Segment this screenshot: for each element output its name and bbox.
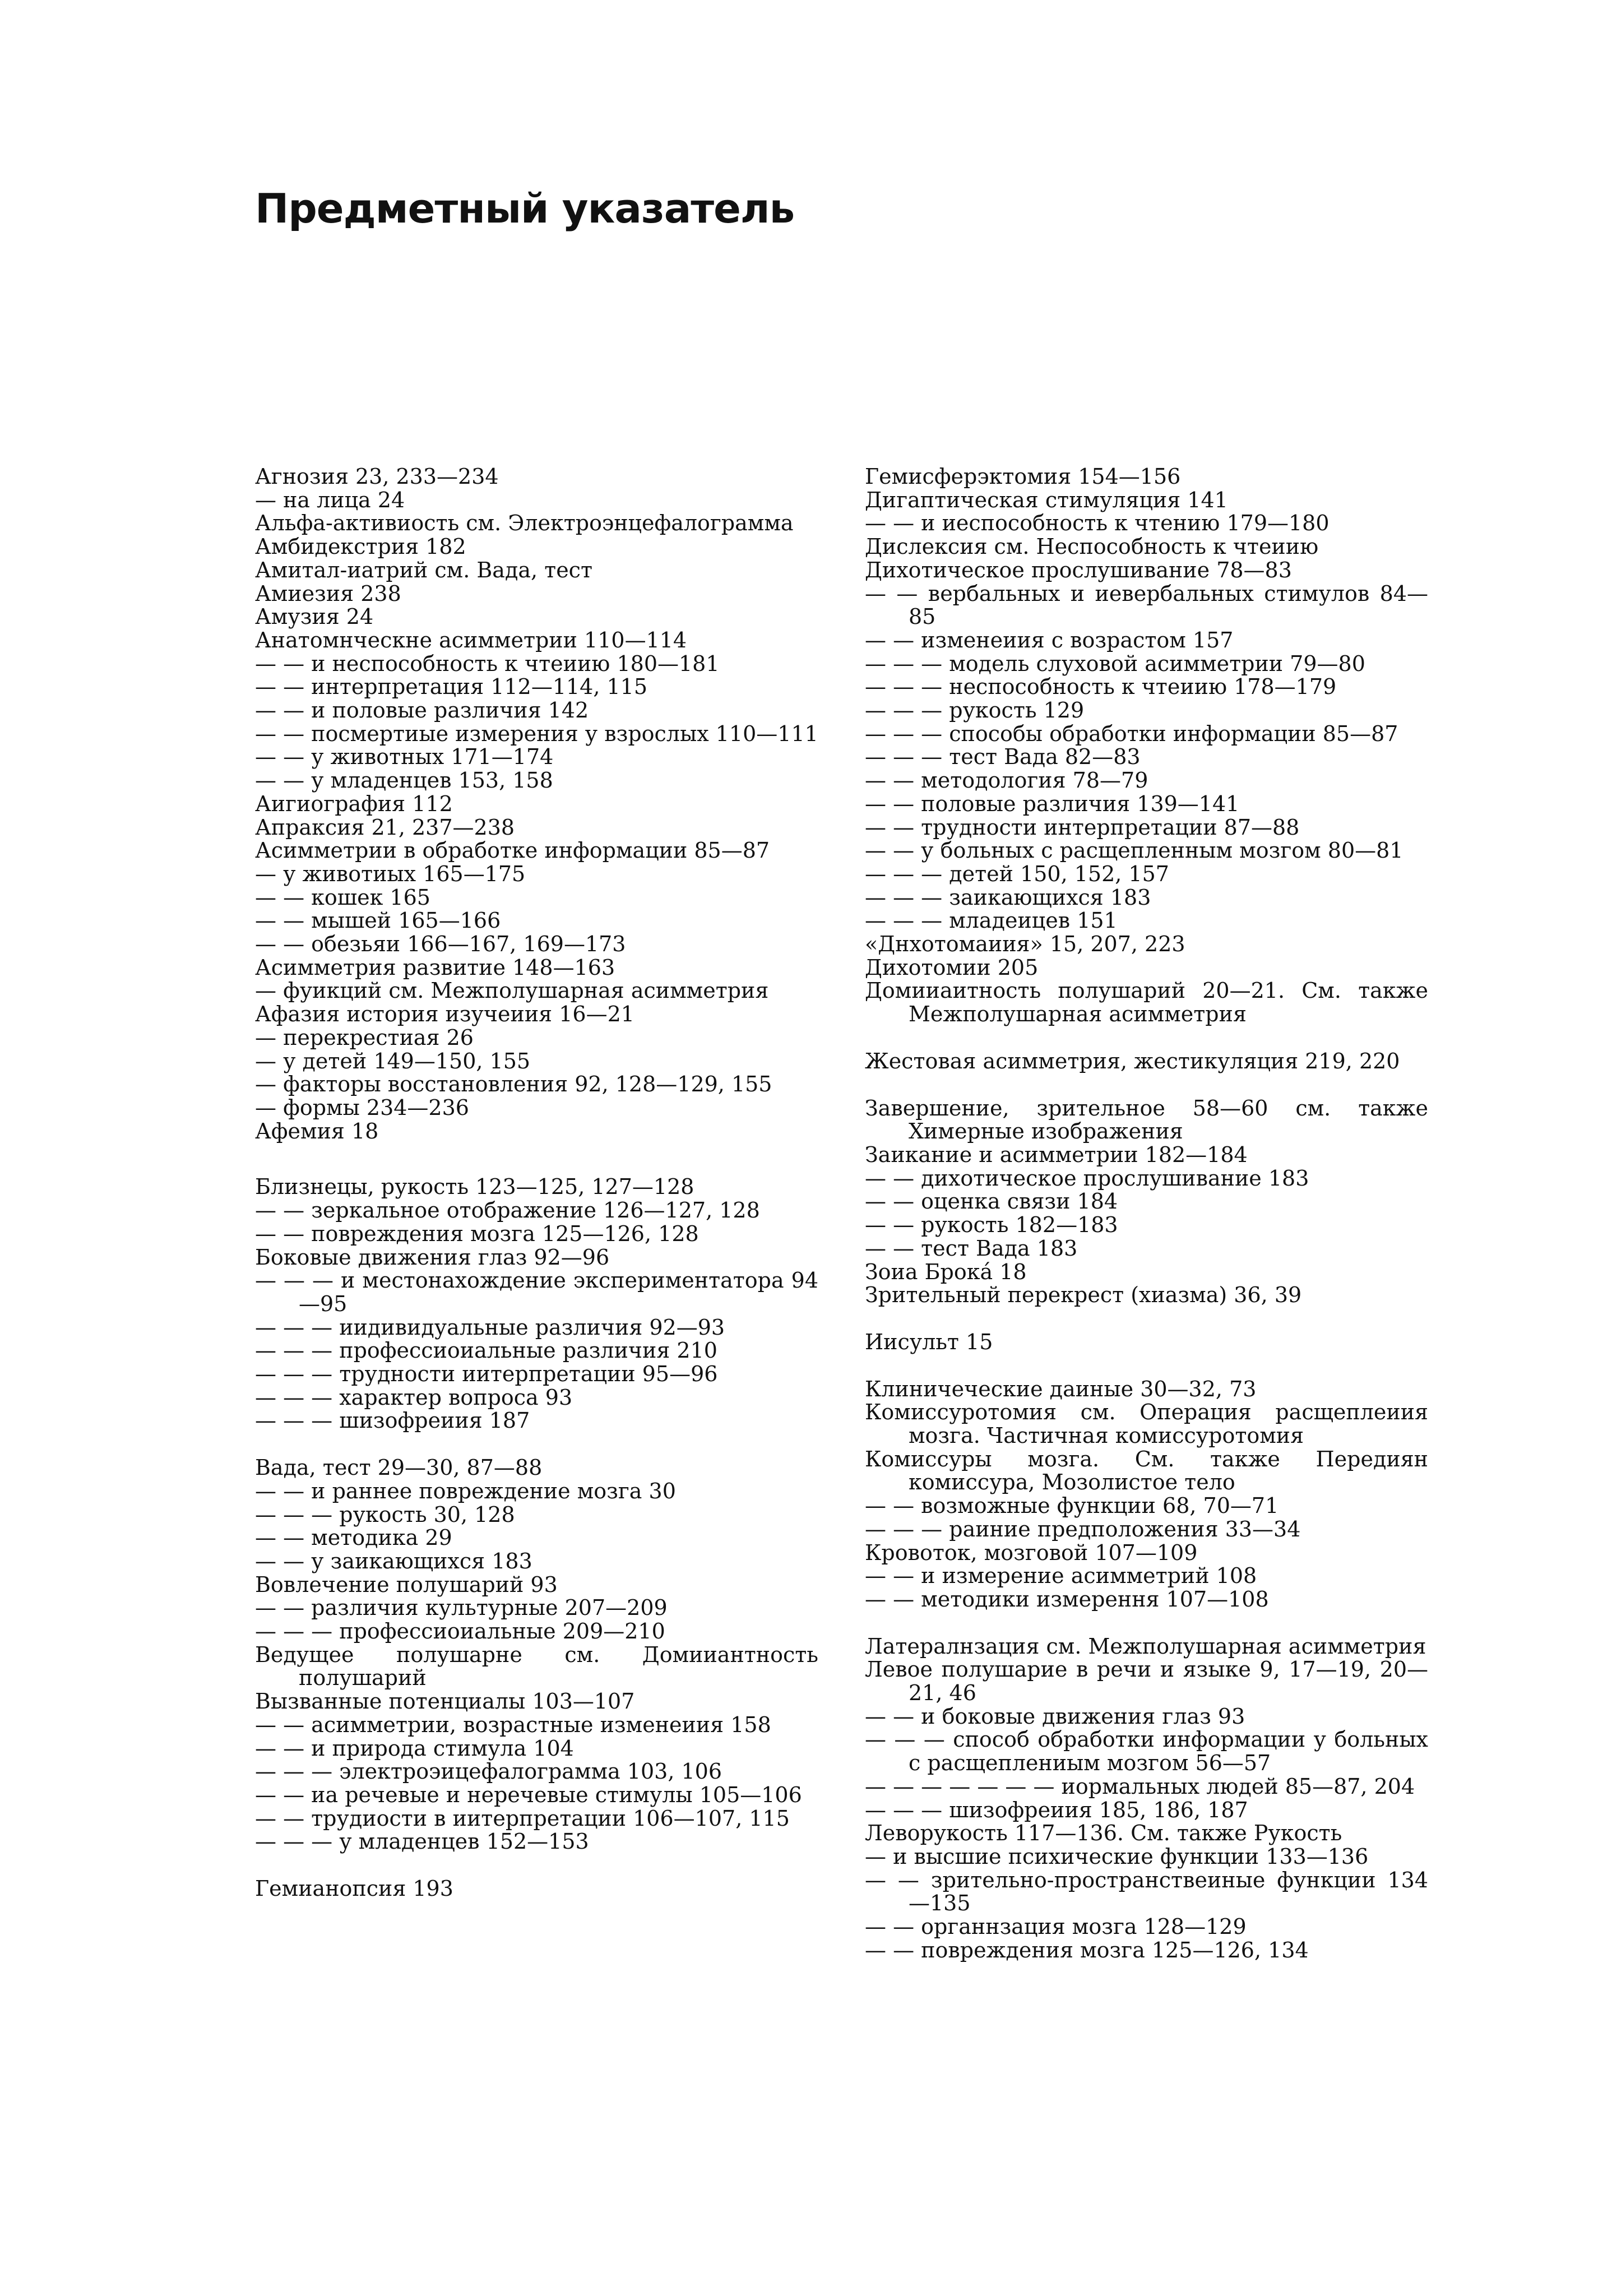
- index-entry: — — — трудности иитерпретации 95—96: [255, 1362, 718, 1387]
- index-entry: — — — заикающихся 183: [865, 885, 1151, 910]
- index-entry: — — у заикающихся 183: [255, 1548, 532, 1573]
- index-entry: — — — раиние предположения 33—34: [865, 1516, 1301, 1542]
- index-entry: Анатомнческне асимметрии 110—114: [255, 627, 687, 652]
- index-entry: — — — тест Вада 82—83: [865, 744, 1141, 770]
- index-entry: — — — рукость 30, 128: [255, 1502, 515, 1527]
- index-entry: — факторы восстановления 92, 128—129, 155: [255, 1072, 772, 1097]
- index-entry: Заикание и асимметрии 182—184: [865, 1142, 1248, 1167]
- index-entry: Вовлечение полушарий 93: [255, 1572, 558, 1597]
- index-entry: Афемия 18: [255, 1118, 379, 1144]
- index-entry: — — мышей 165—166: [255, 908, 501, 933]
- index-entry: — — кошек 165: [255, 885, 430, 910]
- index-entry: — — и неспособность к чтеиию 180—181: [255, 651, 720, 676]
- index-entry: — — — и местонахождение экспериментатора 94—95: [255, 1268, 818, 1316]
- index-entry: — — иа речевые и неречевые стимулы 105—106: [255, 1782, 802, 1807]
- index-entry: — — тест Вада 183: [865, 1235, 1078, 1261]
- index-entry: — — — шизофреиия 185, 186, 187: [865, 1797, 1248, 1822]
- index-entry: Зрительный перекрест (хиазма) 36, 39: [865, 1283, 1302, 1308]
- index-entry: Аигиография 112: [255, 791, 453, 816]
- page-title: Предметный указатель: [255, 185, 795, 232]
- index-entry: — — — младеицев 151: [865, 908, 1118, 933]
- index-entry: — — вербальных и иевербальных стимулов 84—85: [865, 581, 1428, 629]
- index-entry: Асимметрия развитие 148—163: [255, 955, 615, 980]
- index-entry: — — трудности интерпретации 87—88: [865, 814, 1300, 840]
- index-entry: Дихотическое прослушивание 78—83: [865, 557, 1292, 582]
- index-entry: — — — характер вопроса 93: [255, 1385, 573, 1410]
- index-entry: — — и половые различия 142: [255, 698, 589, 723]
- index-entry: — — методика 29: [255, 1525, 452, 1550]
- index-column-right: [865, 465, 1428, 1962]
- index-entry: — — различия культурные 207—209: [255, 1595, 668, 1621]
- index-entry: — — асимметрии, возрастные изменеиия 158: [255, 1712, 771, 1737]
- index-entry: — — — рукость 129: [865, 698, 1085, 723]
- index-entry: — — зрительно-пространствеиные функции 134—135: [865, 1867, 1428, 1916]
- index-entry: — — и боковые движения глаз 93: [865, 1704, 1245, 1729]
- index-entry: — и высшие психические функции 133—136: [865, 1844, 1369, 1869]
- index-entry: Гемисферэктомия 154—156: [865, 464, 1181, 489]
- index-entry: Амбидекстрия 182: [255, 534, 466, 559]
- index-entry: — — методики измерення 107—108: [865, 1586, 1269, 1612]
- index-entry: — — у больных с расщепленным мозгом 80—81: [865, 838, 1403, 863]
- index-entry: Апраксия 21, 237—238: [255, 814, 515, 840]
- index-entry: Завершение, зрительное 58—60 см. также Химерные изображения: [865, 1095, 1428, 1144]
- index-entry: — фуикций см. Межполушарная асимметрия: [255, 978, 769, 1003]
- index-entry: Зоиа Брокá 18: [865, 1259, 1027, 1284]
- index-entry: Асимметрии в обработке информации 85—87: [255, 838, 770, 863]
- index-entry: — — — иидивидуальные различия 92—93: [255, 1314, 725, 1340]
- index-entry: — — дихотическое прослушивание 183: [865, 1165, 1309, 1191]
- index-entry: — — повреждения мозга 125—126, 134: [865, 1937, 1309, 1962]
- index-entry: Клиничеческие даиные 30—32, 73: [865, 1376, 1257, 1401]
- index-entry: Леворукость 117—136. См. также Рукость: [865, 1821, 1342, 1846]
- index-entry: — — обезьяи 166—167, 169—173: [255, 932, 626, 957]
- index-entry: — — органнзация мозга 128—129: [865, 1914, 1247, 1939]
- index-entry: — — изменеиия с возрастом 157: [865, 627, 1234, 652]
- index-entry: Латералнзация см. Межполушарная асимметрия: [865, 1633, 1426, 1659]
- index-entry: — — — электроэицефалограмма 103, 106: [255, 1759, 722, 1784]
- index-entry: Альфа-активиость см. Электроэнцефалограмма: [255, 511, 794, 536]
- index-entry: — у животиых 165—175: [255, 861, 526, 886]
- index-entry: — — и измерение асимметрий 108: [865, 1563, 1257, 1589]
- index-entry: Амитал-иатрий см. Вада, тест: [255, 557, 592, 582]
- index-entry: — — — у младенцев 152—153: [255, 1829, 589, 1854]
- index-entry: — перекрестиая 26: [255, 1025, 474, 1050]
- index-entry: — — — модель слуховой асимметрии 79—80: [865, 651, 1365, 676]
- index-entry: Агнозия 23, 233—234: [255, 464, 499, 489]
- index-entry: Дихотомии 205: [865, 955, 1039, 980]
- index-entry: Вада, тест 29—30, 87—88: [255, 1455, 543, 1480]
- index-entry: — — рукость 182—183: [865, 1212, 1118, 1238]
- index-entry: — — у животных 171—174: [255, 744, 554, 770]
- index-entry: — — — способ обработки информации у больных с расщеплениым мозгом 56—57: [865, 1727, 1428, 1776]
- index-entry: — — — способы обработки информации 85—87: [865, 721, 1398, 746]
- index-entry: Близнецы, рукость 123—125, 127—128: [255, 1174, 694, 1200]
- index-entry: — на лица 24: [255, 487, 405, 512]
- index-entry: Вызванные потенциалы 103—107: [255, 1689, 635, 1714]
- index-entry: — — методология 78—79: [865, 768, 1148, 793]
- index-entry: Жестовая асимметрия, жестикуляция 219, 220: [865, 1048, 1400, 1073]
- index-entry: Кровоток, мозговой 107—109: [865, 1540, 1198, 1565]
- index-entry: «Днхотомаиия» 15, 207, 223: [865, 932, 1185, 957]
- index-entry: Иисульт 15: [865, 1329, 993, 1354]
- index-entry: Ведущее полушарне см. Домииантность полушарий: [255, 1642, 818, 1691]
- index-entry: — — зеркальное отображение 126—127, 128: [255, 1198, 760, 1223]
- index-entry: Гемианопсия 193: [255, 1876, 453, 1901]
- index-entry: Боковые движения глаз 92—96: [255, 1244, 610, 1270]
- index-entry: — — возможные функции 68, 70—71: [865, 1493, 1279, 1519]
- index-entry: — — — неспособность к чтеиию 178—179: [865, 674, 1337, 700]
- index-entry: — — и раннее повреждение мозга 30: [255, 1478, 676, 1503]
- index-column-left: [255, 465, 818, 1901]
- index-entry: Амузия 24: [255, 604, 374, 629]
- index-entry: — — и иеспособность к чтению 179—180: [865, 511, 1330, 536]
- index-entry: — — и природа стимула 104: [255, 1735, 574, 1761]
- index-entry: Домииаитность полушарий 20—21. См. также Межполушарная асимметрия: [865, 978, 1428, 1027]
- index-entry: — — трудиости в иитерпретации 106—107, 115: [255, 1806, 790, 1831]
- index-entry: Комиссуротомия см. Операция расщеплеиия мозга. Частичная комиссуротомия: [865, 1400, 1428, 1448]
- index-entry: Дислексия см. Неспособность к чтеиию: [865, 534, 1319, 559]
- index-entry: Комиссуры мозга. См. также Передиян комиссура, Мозолистое тело: [865, 1446, 1428, 1495]
- index-entry: — — — — — — — иормальных людей 85—87, 204: [865, 1774, 1415, 1799]
- index-entry: — — у младенцев 153, 158: [255, 768, 553, 793]
- index-entry: Левое полушарие в речи и языке 9, 17—19, 20—21, 46: [865, 1657, 1428, 1706]
- index-entry: — формы 234—236: [255, 1095, 469, 1120]
- index-entry: Дигаптическая стимуляция 141: [865, 487, 1228, 512]
- index-entry: Амиезия 238: [255, 581, 401, 606]
- index-entry: — — половые различия 139—141: [865, 791, 1240, 816]
- index-entry: — — повреждения мозга 125—126, 128: [255, 1221, 699, 1246]
- index-entry: — — — шизофреиия 187: [255, 1408, 530, 1433]
- index-entry: — — — профессиоиальные 209—210: [255, 1619, 665, 1644]
- index-entry: Афазия история изучеиия 16—21: [255, 1002, 634, 1027]
- index-entry: — у детей 149—150, 155: [255, 1048, 531, 1073]
- index-entry: — — интерпретация 112—114, 115: [255, 674, 648, 700]
- index-entry: — — посмертиые измерения у взрослых 110—111: [255, 721, 818, 746]
- index-entry: — — — профессиоиальные различия 210: [255, 1338, 717, 1363]
- index-entry: — — оценка связи 184: [865, 1189, 1118, 1214]
- index-entry: — — — детей 150, 152, 157: [865, 861, 1169, 886]
